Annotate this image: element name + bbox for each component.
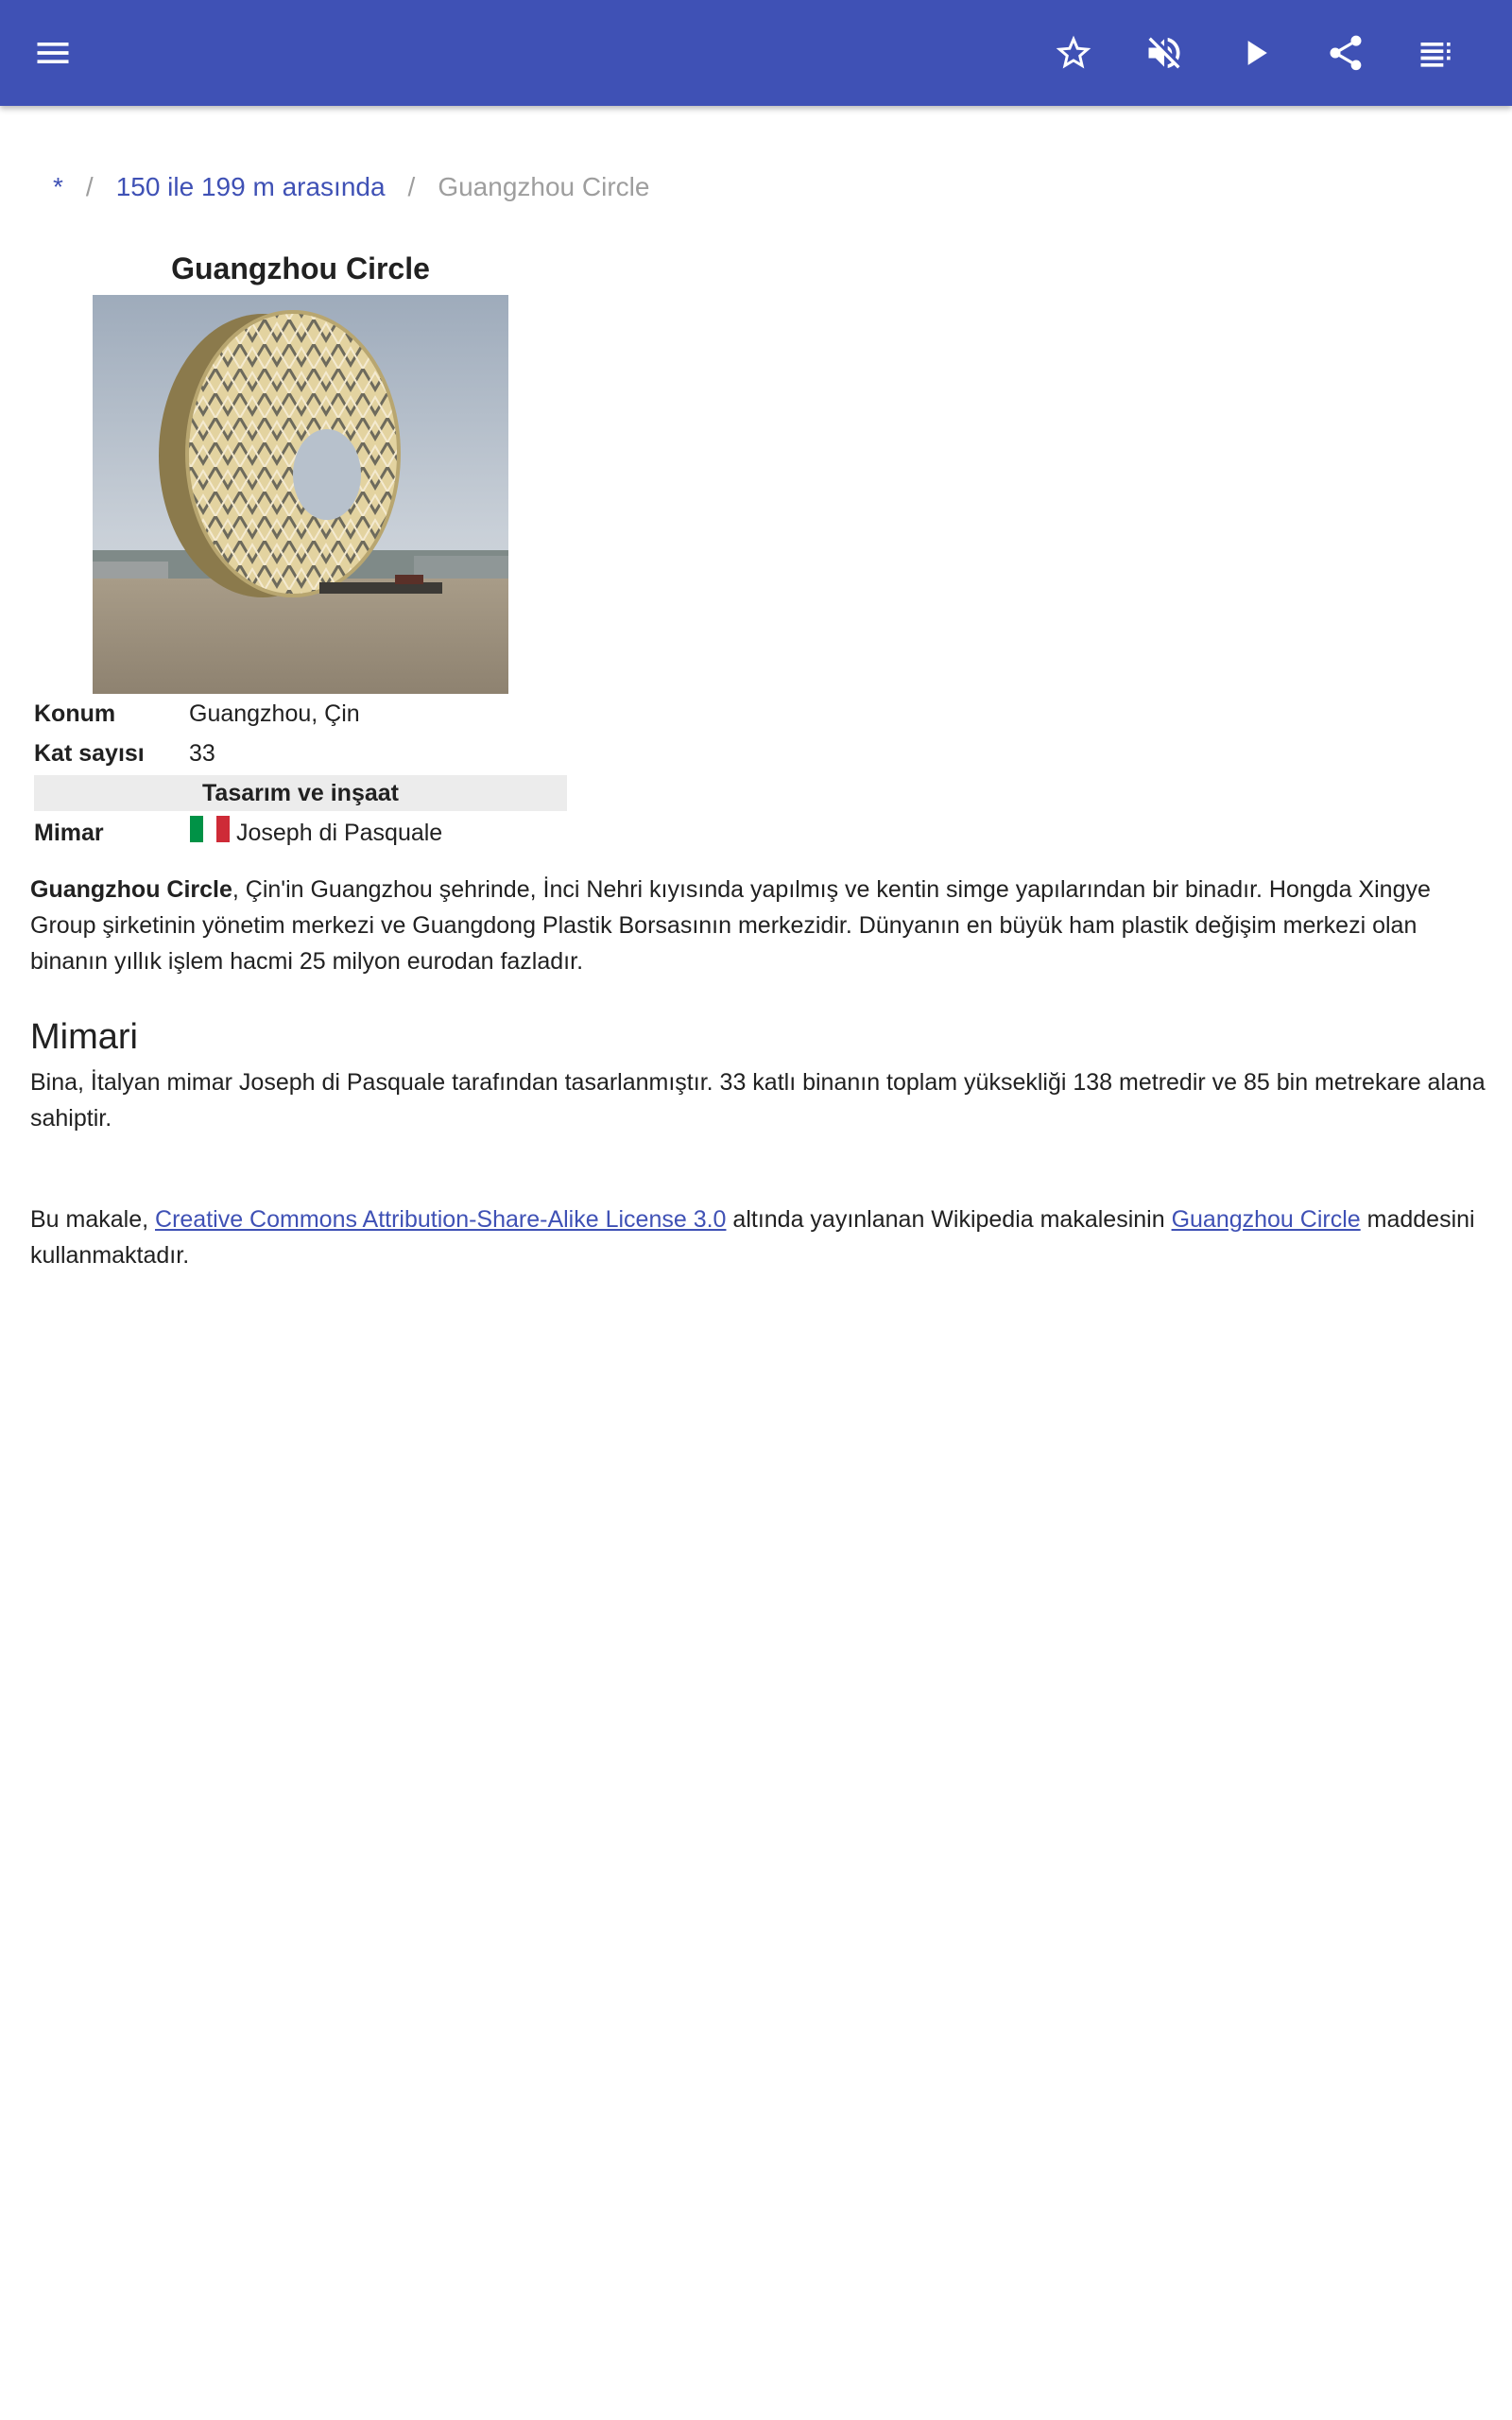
license-prefix: Bu makale, [30, 1206, 156, 1233]
article-intro [30, 872, 1486, 979]
license-middle: altında yayınlanan Wikipedia makalesinin [726, 1206, 1172, 1233]
infobox [34, 246, 567, 853]
infobox-label: Kat sayısı [34, 740, 145, 767]
article-intro-text: , Çin'in Guangzhou şehrinde, İnci Nehri kıyısında yapılmış ve kentin simge yapılarından bir binadır. Hongda Xingye Group şirketinin yönetim merkezi ve Guangdong Plastik Borsasının merkezidir. Dünyanın en büyük ham plastik değişim merkezi olan binanın yıllık işlem hacmi 25 milyon eurodan fazladır. [30, 876, 1431, 975]
infobox-row-location [34, 694, 567, 734]
infobox-value-wrapper [189, 813, 567, 853]
breadcrumb [53, 168, 649, 206]
share-icon[interactable] [1319, 26, 1372, 79]
breadcrumb-root-link[interactable]: * [53, 172, 63, 201]
wikipedia-article-link[interactable]: Guangzhou Circle [1171, 1206, 1361, 1233]
italy-flag-icon [189, 816, 231, 842]
license-notice [30, 1201, 1486, 1273]
infobox-title: Guangzhou Circle [171, 251, 430, 285]
breadcrumb-current: Guangzhou Circle [438, 172, 650, 201]
breadcrumb-separator: / [407, 172, 416, 201]
breadcrumb-separator: / [85, 172, 94, 201]
infobox-row-architect [34, 813, 567, 853]
volume-off-icon[interactable] [1138, 26, 1191, 79]
architect-name: Joseph di Pasquale [236, 820, 443, 846]
section-paragraph: Bina, İtalyan mimar Joseph di Pasquale tarafından tasarlanmıştır. 33 katlı binanın toplam yüksekliği 138 metredir ve 85 bin metrekare alana sahiptir. [30, 1069, 1486, 1132]
section-heading: Mimari [30, 1017, 138, 1057]
infobox-row-floors [34, 734, 567, 773]
infobox-label: Konum [34, 700, 116, 727]
infobox-value: 33 [189, 740, 215, 767]
star-outline-icon[interactable] [1047, 26, 1100, 79]
building-photo-illustration [93, 295, 508, 694]
section-body [30, 1064, 1486, 1136]
menu-icon[interactable] [26, 26, 79, 79]
license-link[interactable]: Creative Commons Attribution-Share-Alike License 3.0 [155, 1206, 727, 1233]
playlist-icon[interactable] [1410, 26, 1463, 79]
play-icon[interactable] [1228, 26, 1281, 79]
infobox-label: Mimar [34, 820, 104, 846]
infobox-section-header: Tasarım ve inşaat [34, 775, 567, 811]
app-bar [0, 0, 1512, 106]
infobox-value: Guangzhou, Çin [189, 700, 360, 727]
article-subject: Guangzhou Circle [30, 876, 232, 903]
building-photo[interactable] [93, 295, 508, 694]
license-suffix: maddesini kullanmaktadır. [30, 1206, 1475, 1269]
breadcrumb-category-link[interactable]: 150 ile 199 m arasında [115, 172, 386, 201]
